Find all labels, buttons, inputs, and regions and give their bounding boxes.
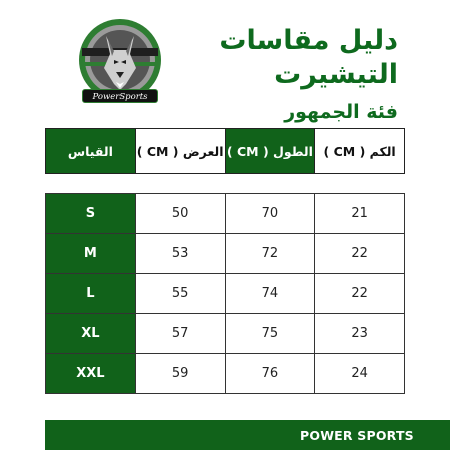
footer-bar bbox=[45, 420, 450, 450]
brand-ribbon-text: PowerSports bbox=[82, 89, 158, 103]
sleeve-cell: 23 bbox=[315, 314, 405, 354]
page-title-line1: دليل مقاسات bbox=[219, 25, 398, 56]
page-title-line2: التيشيرت bbox=[274, 59, 398, 90]
table-row bbox=[46, 314, 405, 354]
width-cell: 57 bbox=[135, 314, 225, 354]
width-cell: 53 bbox=[135, 234, 225, 274]
size-cell: XL bbox=[46, 314, 136, 354]
header-width: العرض ( CM ) bbox=[135, 129, 225, 173]
size-table bbox=[45, 193, 405, 394]
width-cell: 55 bbox=[135, 274, 225, 314]
length-cell: 74 bbox=[225, 274, 315, 314]
header-sleeve: الكم ( CM ) bbox=[314, 129, 404, 173]
sleeve-cell: 21 bbox=[315, 194, 405, 234]
width-cell: 59 bbox=[135, 354, 225, 394]
size-cell: L bbox=[46, 274, 136, 314]
sleeve-cell: 24 bbox=[315, 354, 405, 394]
length-cell: 75 bbox=[225, 314, 315, 354]
size-cell: M bbox=[46, 234, 136, 274]
table-header bbox=[45, 128, 405, 174]
length-cell: 72 bbox=[225, 234, 315, 274]
width-cell: 50 bbox=[135, 194, 225, 234]
table-row bbox=[46, 274, 405, 314]
size-cell: S bbox=[46, 194, 136, 234]
table-row bbox=[46, 354, 405, 394]
sleeve-cell: 22 bbox=[315, 234, 405, 274]
header-size: القياس bbox=[46, 129, 135, 173]
header-length: الطول ( CM ) bbox=[225, 129, 315, 173]
category-subtitle: فئة الجمهور bbox=[284, 101, 398, 123]
footer-brand-text: POWER SPORTS bbox=[300, 428, 414, 443]
length-cell: 70 bbox=[225, 194, 315, 234]
table-row bbox=[46, 194, 405, 234]
table-row bbox=[46, 234, 405, 274]
sleeve-cell: 22 bbox=[315, 274, 405, 314]
length-cell: 76 bbox=[225, 354, 315, 394]
size-cell: XXL bbox=[46, 354, 136, 394]
